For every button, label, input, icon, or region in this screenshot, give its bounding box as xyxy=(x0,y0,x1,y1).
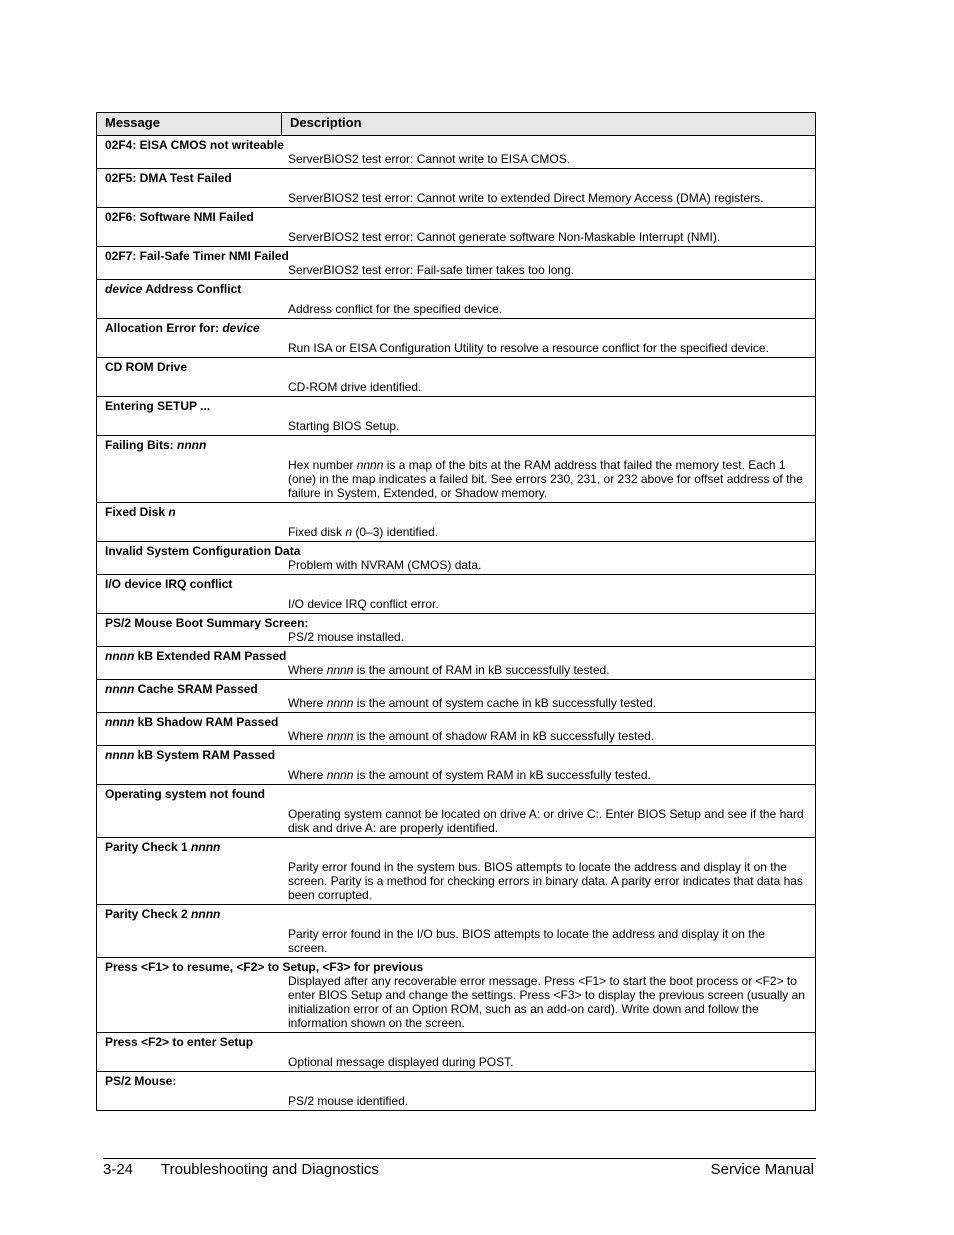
table-row xyxy=(97,1033,816,1072)
message-text xyxy=(97,713,815,729)
message-text xyxy=(97,905,815,921)
table-cell xyxy=(97,1072,816,1111)
description-part: is a map of the bits at the RAM address that failed the memory test. Each 1 (one) in the map indicates a failed bit. See errors 230, 231, or 232 above for offset address of the failure in System, Extended, or Shadow memory. xyxy=(288,458,803,500)
description-text: I/O device IRQ conflict error. xyxy=(288,597,439,611)
table-body xyxy=(97,136,816,1111)
description-text: Parity error found in the I/O bus. BIOS attempts to locate the address and display it on the screen. xyxy=(288,927,765,955)
bios-messages-table-container xyxy=(96,112,816,1111)
table-cell xyxy=(97,436,816,503)
message-text xyxy=(97,647,815,663)
message-text xyxy=(97,319,815,335)
message-part: Press <F2> to enter Setup xyxy=(105,1035,254,1049)
table-row xyxy=(97,208,816,247)
description-text: Optional message displayed during POST. xyxy=(288,1055,514,1069)
message-part: Invalid System Configuration Data xyxy=(105,544,301,558)
table-cell xyxy=(97,647,816,680)
description-variable: nnnn xyxy=(356,458,384,472)
description-text: ServerBIOS2 test error: Fail-safe timer takes too long. xyxy=(288,263,575,277)
description-part: is the amount of shadow RAM in kB successfully tested. xyxy=(353,729,655,743)
description-text: Starting BIOS Setup. xyxy=(288,419,400,433)
message-part: Allocation Error for: xyxy=(105,321,223,335)
table-row xyxy=(97,958,816,1033)
message-text xyxy=(97,838,815,854)
table-row xyxy=(97,647,816,680)
message-text xyxy=(97,208,815,224)
message-text xyxy=(97,746,815,762)
table-cell xyxy=(97,503,816,542)
message-part: kB System RAM Passed xyxy=(134,748,276,762)
table-cell xyxy=(97,136,816,169)
message-part: 02F7: Fail-Safe Timer NMI Failed xyxy=(105,249,289,263)
message-text xyxy=(97,1072,815,1088)
message-part: I/O device IRQ conflict xyxy=(105,577,233,591)
message-variable: device xyxy=(222,321,260,335)
description-variable: nnnn xyxy=(326,768,354,782)
table-cell xyxy=(97,958,816,1033)
description-text: Displayed after any recoverable error message. Press <F1> to start the boot process or <F2> to enter BIOS Setup and change the settings. Press <F3> to display the previous screen (usually an initialization error of an Option ROM, such as an add-on card). Write down and follow the information shown on the screen. xyxy=(288,974,805,1030)
message-variable: nnnn xyxy=(177,438,207,452)
description-text: Run ISA or EISA Configuration Utility to resolve a resource conflict for the specified device. xyxy=(288,341,769,355)
section-title: Troubleshooting and Diagnostics xyxy=(161,1161,379,1178)
table-row xyxy=(97,1072,816,1111)
document-title: Service Manual xyxy=(710,1161,814,1178)
table-cell xyxy=(97,838,816,905)
message-text xyxy=(97,785,815,801)
table-row xyxy=(97,713,816,746)
table-cell xyxy=(97,358,816,397)
description-text: Parity error found in the system bus. BIOS attempts to locate the address and display it on the screen. Parity is a method for checking errors in binary data. A parity error indicates that data has been corrupted. xyxy=(288,860,803,902)
description-part: Where xyxy=(288,696,327,710)
table-row xyxy=(97,319,816,358)
message-variable: nnnn xyxy=(105,715,135,729)
table-row xyxy=(97,680,816,713)
table-row xyxy=(97,358,816,397)
bios-messages-table xyxy=(96,112,816,1111)
message-part: Press <F1> to resume, <F2> to Setup, <F3> for previous xyxy=(105,960,424,974)
description-part: Where xyxy=(288,663,327,677)
description-variable: nnnn xyxy=(326,729,354,743)
table-row xyxy=(97,169,816,208)
table-row xyxy=(97,280,816,319)
table-cell xyxy=(97,905,816,958)
message-text xyxy=(97,169,815,185)
message-text xyxy=(97,680,815,696)
table-cell xyxy=(97,614,816,647)
message-text xyxy=(97,136,815,152)
message-variable: nnnn xyxy=(105,649,135,663)
message-text xyxy=(97,958,815,974)
description-text: ServerBIOS2 test error: Cannot generate software Non-Maskable Interrupt (NMI). xyxy=(288,230,721,244)
table-cell xyxy=(97,1033,816,1072)
table-cell xyxy=(97,280,816,319)
table-row xyxy=(97,614,816,647)
description-part: is the amount of system cache in kB successfully tested. xyxy=(353,696,657,710)
description-text: PS/2 mouse installed. xyxy=(288,630,405,644)
description-part: is the amount of system RAM in kB successfully tested. xyxy=(353,768,651,782)
message-text xyxy=(97,1033,815,1049)
message-part: 02F4: EISA CMOS not writeable xyxy=(105,138,284,152)
message-part: Parity Check 2 xyxy=(105,907,192,921)
table-cell xyxy=(97,247,816,280)
description-text xyxy=(97,768,815,784)
description-text xyxy=(97,458,815,502)
table-header-row xyxy=(97,113,816,136)
message-variable: n xyxy=(168,505,176,519)
table-cell xyxy=(97,169,816,208)
description-text: Problem with NVRAM (CMOS) data. xyxy=(288,558,482,572)
message-text xyxy=(97,280,815,296)
header-description: Description xyxy=(282,113,816,136)
message-part: 02F5: DMA Test Failed xyxy=(105,171,232,185)
message-variable: nnnn xyxy=(191,840,221,854)
message-part: PS/2 Mouse: xyxy=(105,1074,177,1088)
description-part: is the amount of RAM in kB successfully tested. xyxy=(353,663,610,677)
table-cell xyxy=(97,713,816,746)
message-part: Address Conflict xyxy=(142,282,242,296)
description-text: ServerBIOS2 test error: Cannot write to extended Direct Memory Access (DMA) registers. xyxy=(288,191,764,205)
table-cell xyxy=(97,542,816,575)
description-part: Hex number xyxy=(288,458,357,472)
table-row xyxy=(97,397,816,436)
message-variable: device xyxy=(105,282,143,296)
table-cell xyxy=(97,680,816,713)
description-text xyxy=(97,525,815,541)
table-row xyxy=(97,542,816,575)
description-text xyxy=(97,663,815,679)
description-variable: nnnn xyxy=(326,696,354,710)
table-row xyxy=(97,575,816,614)
description-text xyxy=(97,696,815,712)
table-cell xyxy=(97,746,816,785)
description-text: Address conflict for the specified device. xyxy=(288,302,503,316)
message-text xyxy=(97,575,815,591)
table-cell xyxy=(97,319,816,358)
description-variable: n xyxy=(345,525,353,539)
header-message: Message xyxy=(97,113,282,136)
table-cell xyxy=(97,208,816,247)
message-part: Operating system not found xyxy=(105,787,266,801)
message-text xyxy=(97,436,815,452)
message-text xyxy=(97,247,815,263)
description-text: CD-ROM drive identified. xyxy=(288,380,422,394)
table-row xyxy=(97,785,816,838)
table-cell xyxy=(97,397,816,436)
description-text: PS/2 mouse identified. xyxy=(288,1094,409,1108)
message-text xyxy=(97,542,815,558)
description-part: Where xyxy=(288,768,327,782)
message-part: PS/2 Mouse Boot Summary Screen: xyxy=(105,616,309,630)
message-part: Failing Bits: xyxy=(105,438,177,452)
table-row xyxy=(97,838,816,905)
message-part: Fixed Disk xyxy=(105,505,169,519)
message-part: kB Extended RAM Passed xyxy=(134,649,287,663)
table-cell xyxy=(97,575,816,614)
description-part: (0–3) identified. xyxy=(352,525,439,539)
page-number: 3-24 xyxy=(103,1161,134,1178)
message-part: Cache SRAM Passed xyxy=(134,682,258,696)
table-row xyxy=(97,136,816,169)
message-part: Parity Check 1 xyxy=(105,840,192,854)
table-cell xyxy=(97,785,816,838)
message-part: Entering SETUP ... xyxy=(105,399,211,413)
message-part: kB Shadow RAM Passed xyxy=(134,715,279,729)
description-text: ServerBIOS2 test error: Cannot write to EISA CMOS. xyxy=(288,152,571,166)
page-footer xyxy=(103,1158,816,1178)
description-part: Where xyxy=(288,729,327,743)
message-variable: nnnn xyxy=(105,748,135,762)
description-text: Operating system cannot be located on drive A: or drive C:. Enter BIOS Setup and see if the hard disk and drive A: are properly identified. xyxy=(288,807,804,835)
message-text xyxy=(97,503,815,519)
description-variable: nnnn xyxy=(326,663,354,677)
table-row xyxy=(97,247,816,280)
description-part: Fixed disk xyxy=(288,525,346,539)
message-text xyxy=(97,614,815,630)
message-variable: nnnn xyxy=(105,682,135,696)
table-row xyxy=(97,746,816,785)
description-text xyxy=(97,729,815,745)
message-part: 02F6: Software NMI Failed xyxy=(105,210,254,224)
table-row xyxy=(97,436,816,503)
table-row xyxy=(97,503,816,542)
table-row xyxy=(97,905,816,958)
message-variable: nnnn xyxy=(191,907,221,921)
message-part: CD ROM Drive xyxy=(105,360,188,374)
message-text xyxy=(97,358,815,374)
message-text xyxy=(97,397,815,413)
